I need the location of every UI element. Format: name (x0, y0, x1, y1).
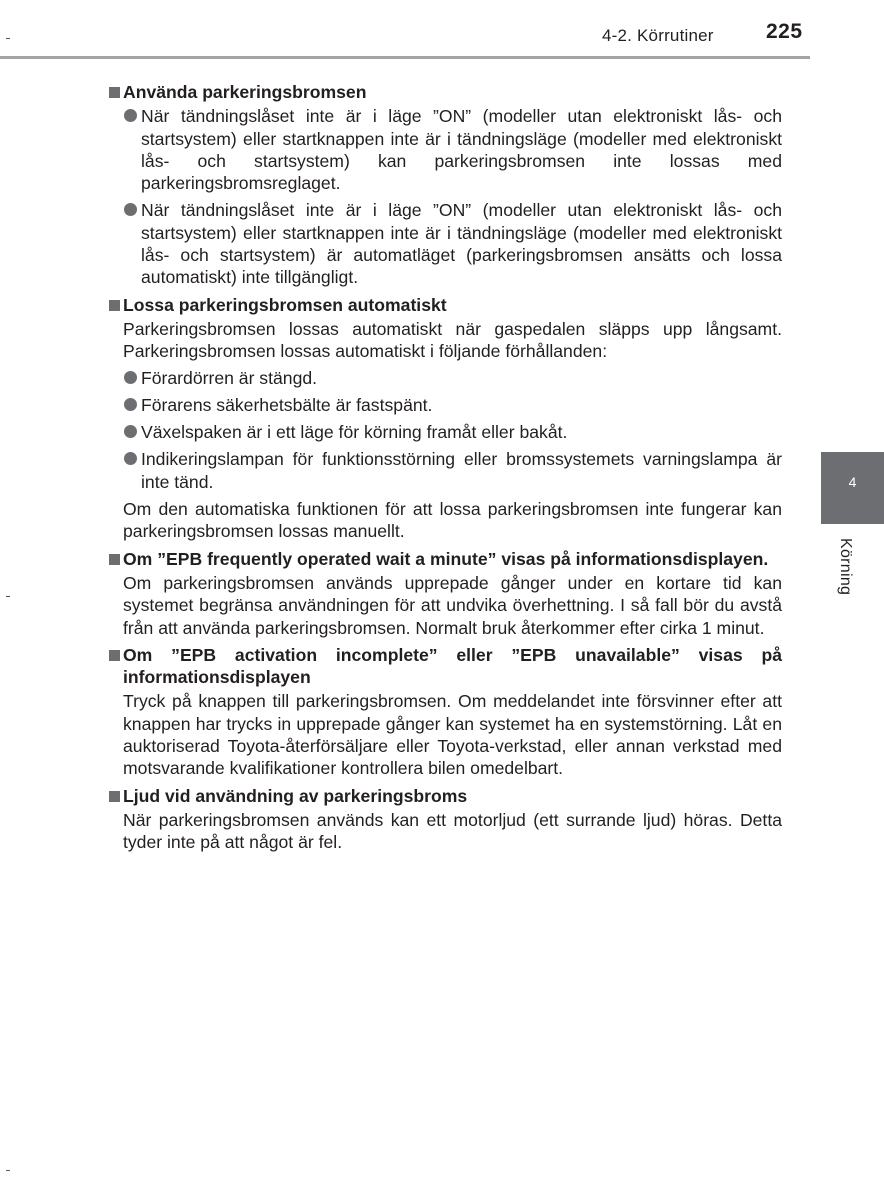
bullet-circle-icon (124, 398, 137, 411)
bullet-circle-icon (124, 203, 137, 216)
bullet-item (108, 448, 782, 493)
header-divider (0, 56, 810, 59)
section-heading-text: Ljud vid användning av parkeringsbroms (123, 785, 468, 806)
heading-square-icon (109, 650, 120, 661)
section-heading-text: Lossa parkeringsbromsen automatiskt (123, 294, 447, 315)
body-paragraph: Om parkeringsbromsen används upprepade gånger under en kortare tid kan systemet begränsa användningen för att undvika överhettning. I så fall bör du avstå från att använda parkeringsbromsen. Normalt bruk återkommer efter cirka 1 minut. (123, 572, 782, 638)
heading-square-icon (109, 87, 120, 98)
bullet-item (108, 394, 782, 416)
section-heading-text: Om ”EPB activation incomplete” eller ”EPB unavailable” visas på informationsdisplayen (123, 644, 782, 688)
body-paragraph: Tryck på knappen till parkeringsbromsen. Om meddelandet inte försvinner efter att knappen har trycks in upprepade gånger kan systemet ha en systemstörning. Låt en auktoriserad Toyota-återförsäljare eller Toyota-verkstad, eller annan verkstad med motsvarande kvalifikationer kontrollera bilen omedelbart. (123, 691, 782, 779)
section (108, 785, 782, 854)
bullet-circle-icon (124, 109, 137, 122)
chapter-tab (821, 452, 884, 524)
section-heading (108, 785, 782, 807)
body-paragraph: Parkeringsbromsen lossas automatiskt när gaspedalen släpps upp långsamt. Parkeringsbromsen lossas automatiskt i följande förhållanden: (123, 318, 782, 362)
chapter-tab-label: Körning (837, 538, 854, 596)
section-heading (108, 294, 782, 316)
crop-mark (6, 596, 10, 597)
section-heading-text: Om ”EPB frequently operated wait a minute” visas på informationsdisplayen. (123, 548, 769, 569)
bullet-item-text: När tändningslåset inte är i läge ”ON” (modeller utan elektroniskt lås- och startsystem) eller startknappen inte är i tändningsläge (modeller med elektroniskt lås- och startsystem) kan parkeringsbromsen inte lossas med parkeringsbromsreglaget. (141, 106, 782, 194)
section (108, 81, 782, 289)
bullet-circle-icon (124, 425, 137, 438)
section-heading (108, 548, 782, 570)
page-content (108, 81, 782, 859)
section-heading (108, 644, 782, 689)
body-paragraph: Om den automatiska funktionen för att lossa parkeringsbromsen inte fungerar kan parkeringsbromsen lossas manuellt. (123, 499, 782, 542)
crop-mark (6, 38, 10, 39)
section (108, 644, 782, 780)
bullet-item (108, 421, 782, 443)
bullet-item-text: Indikeringslampan för funktionsstörning eller bromssystemets varningslampa är inte tänd. (141, 449, 782, 492)
body-paragraph: När parkeringsbromsen används kan ett motorljud (ett surrande ljud) höras. Detta tyder inte på att något är fel. (123, 809, 782, 853)
section (108, 294, 782, 543)
section (108, 548, 782, 639)
bullet-item-text: Förardörren är stängd. (141, 367, 318, 388)
heading-square-icon (109, 791, 120, 802)
bullet-item-text: När tändningslåset inte är i läge ”ON” (modeller utan elektroniskt lås- och startsystem) eller startknappen inte är i tändningsläge (modeller med elektroniskt lås- och startsystem) är automatläget (parkeringsbromsen ansätts och lossa automatiskt) inte tillgängligt. (141, 200, 782, 288)
bullet-circle-icon (124, 371, 137, 384)
section-heading-text: Använda parkeringsbromsen (123, 82, 367, 102)
heading-square-icon (109, 554, 120, 565)
section-heading (108, 81, 782, 103)
chapter-tab-number: 4 (848, 474, 857, 490)
bullet-item-text: Växelspaken är i ett läge för körning framåt eller bakåt. (141, 422, 568, 443)
bullet-item-text: Förarens säkerhetsbälte är fastspänt. (141, 394, 433, 415)
heading-square-icon (109, 300, 120, 311)
bullet-item (108, 199, 782, 288)
chapter-title: 4-2. Körrutiner (602, 26, 714, 45)
page-number: 225 (766, 20, 803, 43)
crop-mark (6, 1170, 10, 1171)
bullet-item (108, 367, 782, 389)
bullet-item (108, 105, 782, 194)
bullet-circle-icon (124, 452, 137, 465)
